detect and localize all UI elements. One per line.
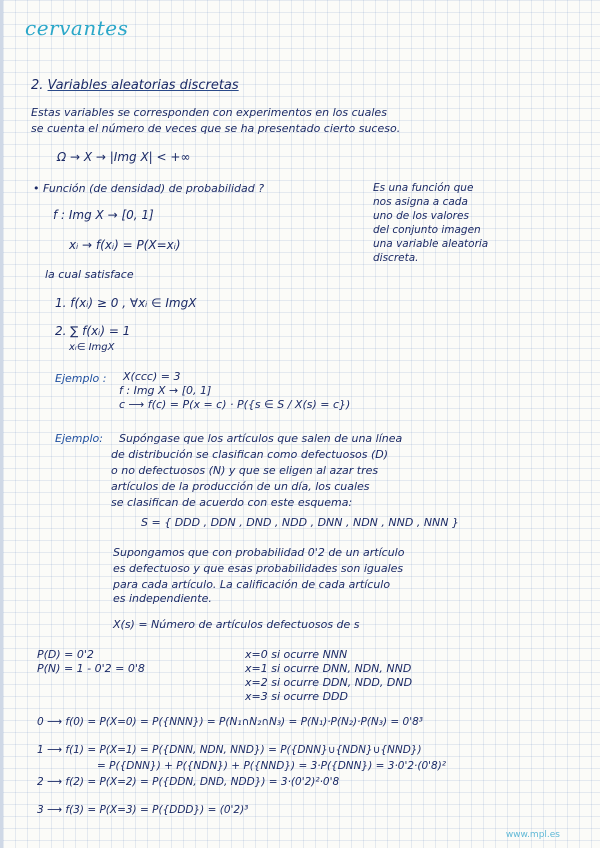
footer-url: www.mpl.es: [505, 830, 560, 840]
density-heading: • Función (de densidad) de probabilidad ?: [33, 182, 265, 195]
density-value-line: xᵢ → f(xᵢ) = P(X=xᵢ): [69, 238, 181, 252]
section-heading: [31, 78, 239, 93]
assumption-1: Supongamos que con probabilidad 0'2 de un artículo: [113, 546, 405, 559]
example-1-line-3: c ⟶ f(c) = P(x = c) · P({s ∈ S / X(s) = c}): [119, 398, 351, 411]
intro-line-1: Estas variables se corresponden con experimentos en los cuales: [31, 106, 387, 119]
result-2: 2 ⟶ f(2) = P(X=2) = P({DDN, DND, NDD}) = 3·(0'2)²·0'8: [37, 776, 340, 788]
example-2-text-4: artículos de la producción de un día, los cuales: [111, 480, 370, 493]
assumption-3: para cada artículo. La calificación de cada artículo: [113, 578, 391, 591]
prob-d: P(D) = 0'2: [37, 648, 94, 661]
condition-2-subscript: xᵢ∈ ImgX: [69, 342, 115, 353]
example-1-line-2: f : Img X → [0, 1]: [119, 384, 212, 397]
density-note-1: Es una función que: [373, 182, 474, 194]
example-2-text-3: o no defectuosos (N) y que se eligen al azar tres: [111, 464, 379, 477]
example-2-text-2: de distribución se clasifican como defectuosos (D): [111, 448, 389, 461]
density-note-4: del conjunto imagen: [373, 224, 481, 236]
density-note-5: una variable aleatoria: [373, 238, 489, 250]
brand-logo: cervantes: [25, 16, 129, 40]
satisfies-text: la cual satisface: [45, 268, 134, 281]
density-note-3: uno de los valores: [373, 210, 469, 222]
prob-n: P(N) = 1 - 0'2 = 0'8: [37, 662, 145, 675]
example-1-line-1: X(ccc) = 3: [123, 370, 181, 383]
example-2-text-5: se clasifican de acuerdo con este esquema:: [111, 496, 353, 509]
sample-space: S = { DDD , DDN , DND , NDD , DNN , NDN , NND , NNN }: [141, 516, 459, 529]
assumption-2: es defectuoso y que esas probabilidades son iguales: [113, 562, 404, 575]
section-title: Variables aleatorias discretas: [47, 78, 239, 93]
example-2-text-1: Supóngase que los artículos que salen de una línea: [119, 432, 403, 445]
condition-1: 1. f(xᵢ) ≥ 0 , ∀xᵢ ∈ ImgX: [55, 296, 197, 310]
result-0: 0 ⟶ f(0) = P(X=0) = P({NNN}) = P(N₁∩N₂∩N₃) = P(N₁)·P(N₂)·P(N₃) = 0'8³: [37, 716, 423, 728]
intro-line-2: se cuenta el número de veces que se ha presentado cierto suceso.: [31, 122, 401, 135]
assumption-4: es independiente.: [113, 592, 212, 605]
case-3: x=3 si ocurre DDD: [245, 690, 348, 703]
example-2-label: Ejemplo:: [55, 432, 103, 445]
case-0: x=0 si ocurre NNN: [245, 648, 348, 661]
definition-line: Ω → X → |Img X| < +∞: [57, 150, 191, 164]
result-3: 3 ⟶ f(3) = P(X=3) = P({DDD}) = (0'2)³: [37, 804, 249, 816]
density-note-2: nos asigna a cada: [373, 196, 468, 208]
x-definition: X(s) = Número de artículos defectuosos de s: [113, 618, 360, 631]
case-1: x=1 si ocurre DNN, NDN, NND: [245, 662, 412, 675]
case-2: x=2 si ocurre DDN, NDD, DND: [245, 676, 413, 689]
condition-2: 2. ∑ f(xᵢ) = 1: [55, 324, 131, 338]
section-number: 2.: [31, 78, 44, 93]
result-1: 1 ⟶ f(1) = P(X=1) = P({DNN, NDN, NND}) = P({DNN}∪{NDN}∪{NND}): [37, 744, 422, 756]
density-note-6: discreta.: [373, 252, 419, 264]
example-1-label: Ejemplo :: [55, 372, 107, 385]
density-map-line: f : Img X → [0, 1]: [53, 208, 154, 222]
result-1-cont: = P({DNN}) + P({NDN}) + P({NND}) = 3·P({DNN}) = 3·0'2·(0'8)²: [97, 760, 447, 772]
